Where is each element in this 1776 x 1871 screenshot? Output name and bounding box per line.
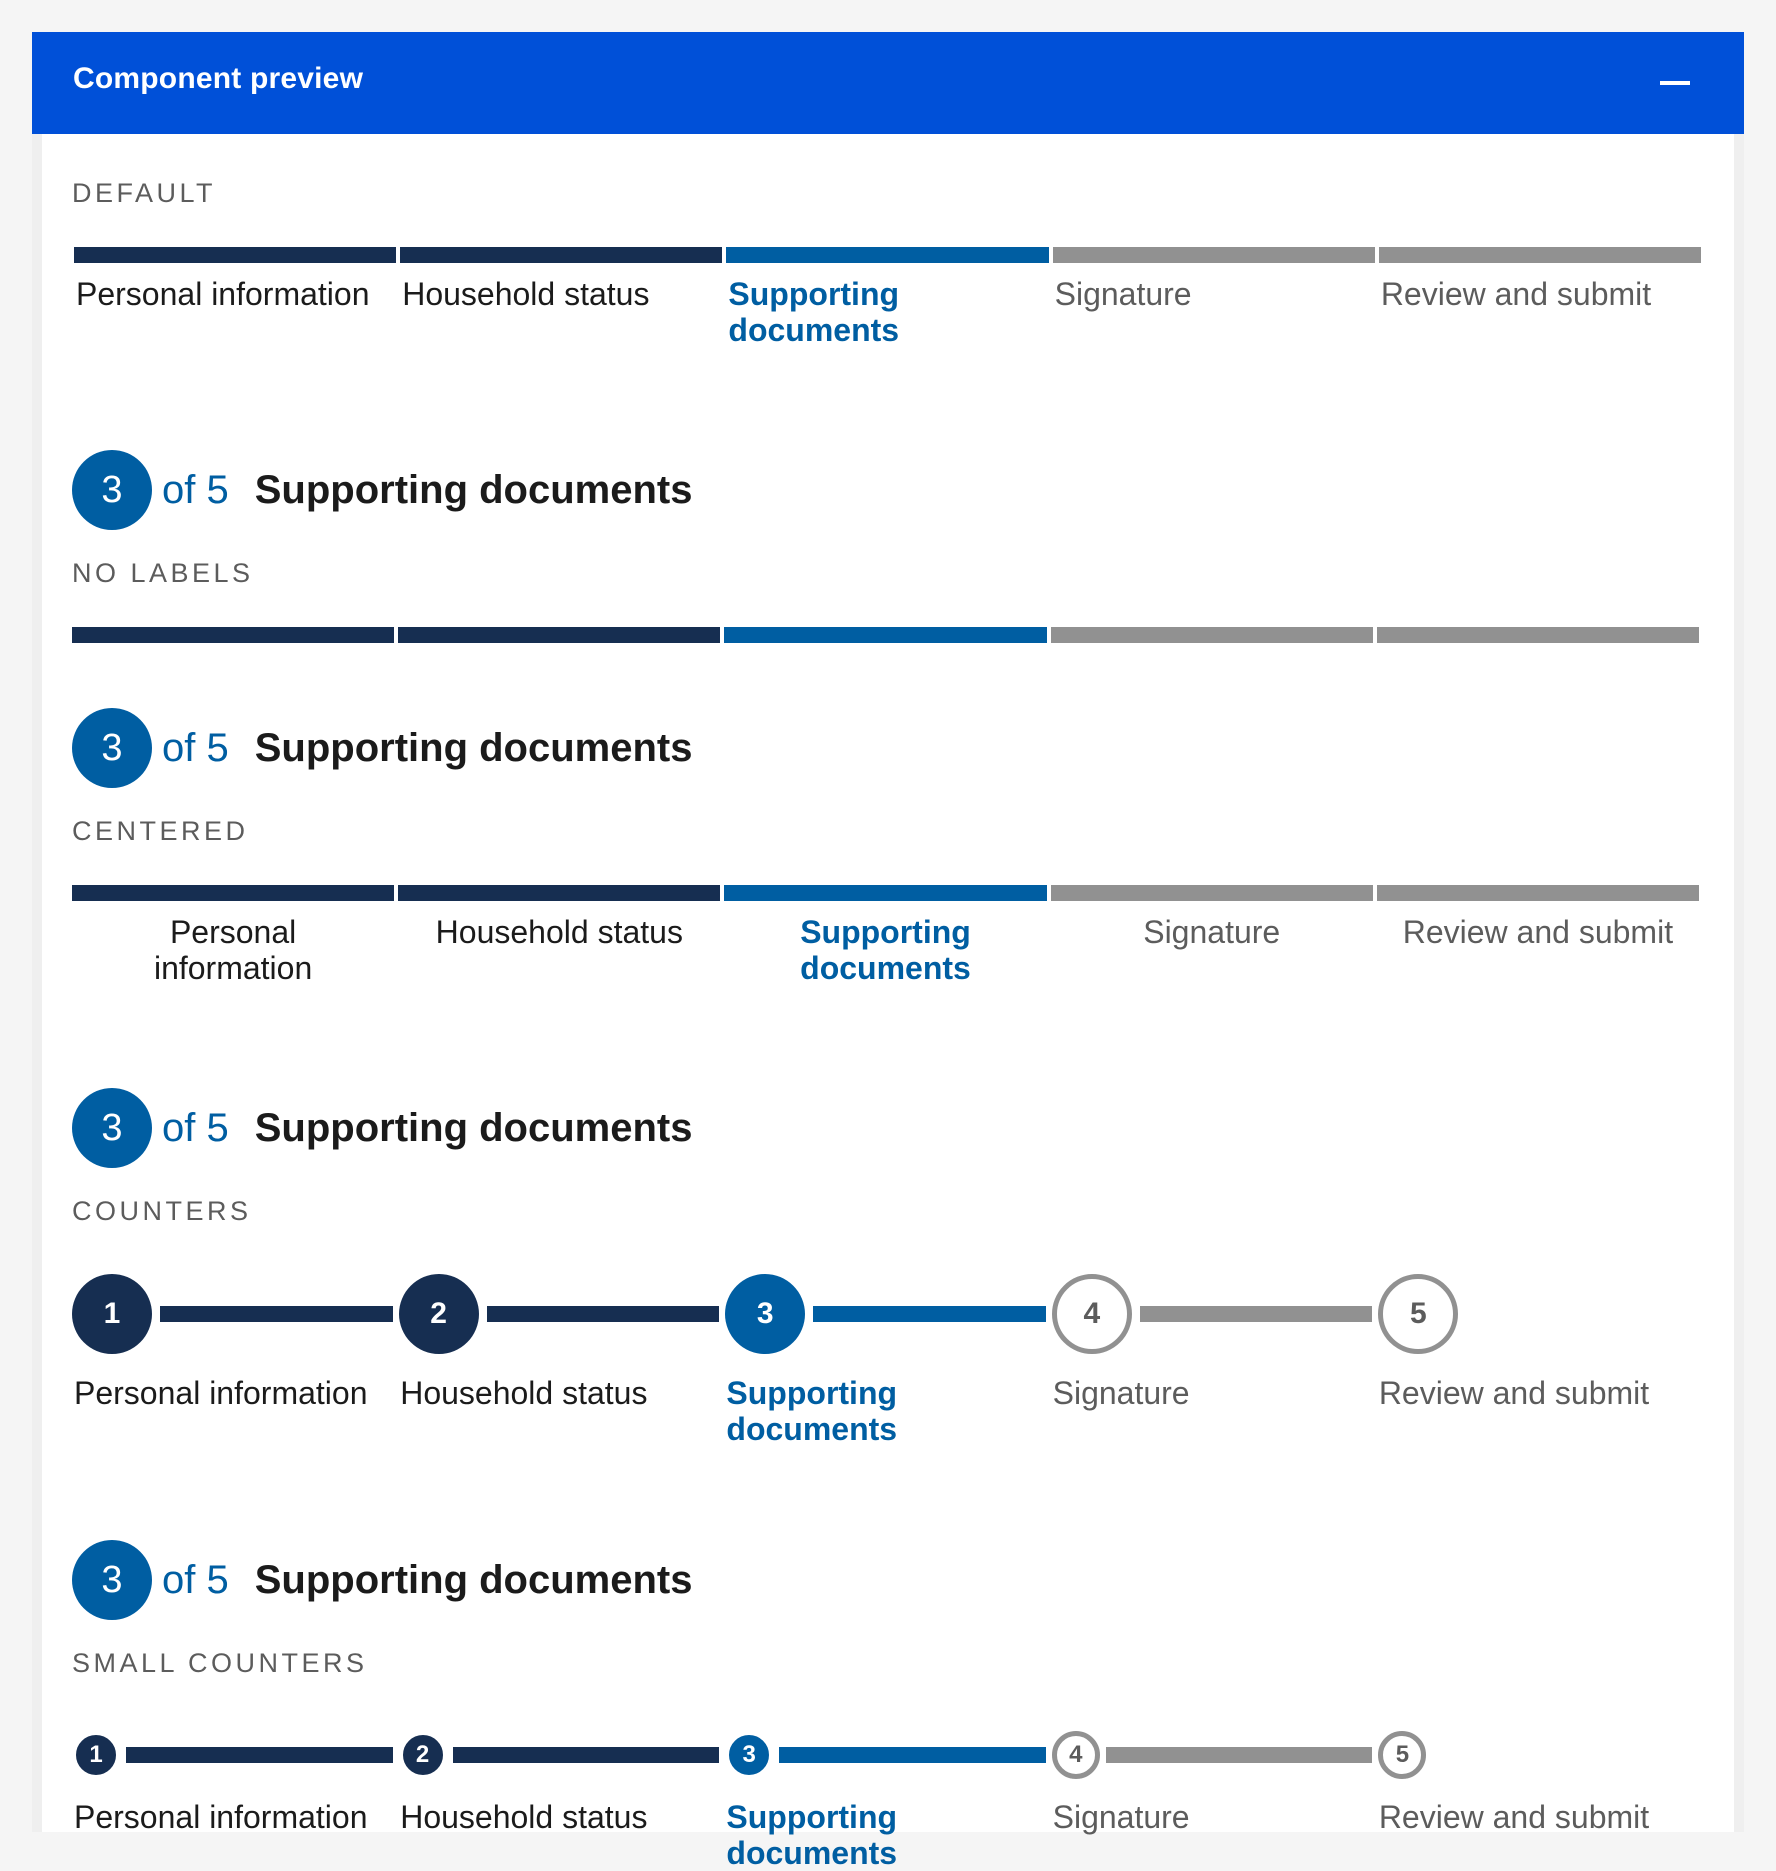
step-label: Personal information (153, 914, 313, 986)
step-label: Personal information (74, 1799, 368, 1835)
step-label: Household status (400, 1799, 648, 1835)
step-counter: 5 (1378, 1274, 1458, 1354)
counter-line (813, 1306, 1046, 1322)
step-label: Personal information (74, 1375, 368, 1411)
heading-total: of 5 (162, 467, 229, 512)
counter-line (779, 1747, 1046, 1763)
step-label-current: Supporting documents (726, 1375, 898, 1447)
step-label-current: Supporting documents (728, 276, 900, 348)
step-counter-current: 3 (725, 1274, 805, 1354)
segment-upcoming (1377, 885, 1699, 901)
heading-total: of 5 (162, 725, 229, 770)
counter-step (1378, 1274, 1699, 1354)
step-indicator-segments (72, 627, 1699, 643)
heading-title: Supporting documents (254, 467, 693, 512)
counter-line (1140, 1306, 1373, 1322)
segment-current (724, 885, 1046, 901)
step-label: Signature (1054, 276, 1192, 312)
heading-counter: 3 (72, 450, 152, 530)
heading-title: Supporting documents (254, 1105, 693, 1150)
heading-title: Supporting documents (254, 725, 693, 770)
segment-upcoming (1053, 247, 1375, 263)
segment-current (726, 247, 1048, 263)
step-counter: 4 (1052, 1731, 1100, 1779)
step-label: Review and submit (1378, 1375, 1650, 1411)
segment-complete (398, 885, 720, 901)
minus-icon[interactable] (1654, 62, 1696, 104)
section-label: COUNTERS (72, 1196, 252, 1226)
heading-total: of 5 (162, 1557, 229, 1602)
step-counter: 4 (1052, 1274, 1132, 1354)
section-label: NO LABELS (72, 558, 254, 588)
heading-total: of 5 (162, 1105, 229, 1150)
heading-counter: 3 (72, 1540, 152, 1620)
counter-step (1052, 1274, 1373, 1354)
step-counter-current: 3 (725, 1731, 773, 1779)
step-heading (72, 1088, 692, 1168)
counter-line (453, 1747, 720, 1763)
heading-counter: 3 (72, 708, 152, 788)
segment-upcoming (1051, 885, 1373, 901)
heading-counter: 3 (72, 1088, 152, 1168)
counter-step (72, 1731, 393, 1779)
segment-complete (74, 247, 396, 263)
step-heading (72, 450, 692, 530)
step-label-current: Supporting documents (726, 1799, 898, 1871)
step-label: Signature (1052, 1799, 1190, 1835)
segment-complete (72, 627, 394, 643)
step-heading (72, 708, 692, 788)
segment-complete (400, 247, 722, 263)
panel-header[interactable] (32, 32, 1744, 134)
step-label: Household status (435, 914, 683, 950)
segment-upcoming (1377, 627, 1699, 643)
step-label-current: Supporting documents (800, 914, 971, 986)
section-label: DEFAULT (72, 178, 217, 208)
segment-complete (72, 885, 394, 901)
step-counter: 2 (399, 1731, 447, 1779)
step-label: Household status (400, 1375, 648, 1411)
step-label: Signature (1052, 1375, 1190, 1411)
counter-step (399, 1731, 720, 1779)
segment-complete (398, 627, 720, 643)
counter-line (126, 1747, 393, 1763)
counter-line (1106, 1747, 1373, 1763)
step-counter: 2 (399, 1274, 479, 1354)
heading-title: Supporting documents (254, 1557, 693, 1602)
counter-step (1378, 1731, 1699, 1779)
step-heading (72, 1540, 692, 1620)
counter-step (725, 1274, 1046, 1354)
panel-title: Component preview (73, 62, 364, 95)
segment-current (724, 627, 1046, 643)
step-counter: 1 (72, 1731, 120, 1779)
section-label: SMALL COUNTERS (72, 1648, 368, 1678)
step-label: Review and submit (1378, 1799, 1650, 1835)
step-label: Signature (1143, 914, 1281, 950)
step-labels (72, 1375, 1699, 1447)
step-labels-centered (72, 914, 1699, 986)
step-labels (74, 276, 1701, 348)
step-label: Review and submit (1380, 276, 1652, 312)
counter-line (487, 1306, 720, 1322)
step-indicator-segments (74, 247, 1701, 263)
counter-step (725, 1731, 1046, 1779)
counter-line (160, 1306, 393, 1322)
step-label: Household status (402, 276, 650, 312)
counter-step (72, 1274, 393, 1354)
step-label: Personal information (76, 276, 370, 312)
counter-step (1052, 1731, 1373, 1779)
step-labels (72, 1799, 1699, 1871)
segment-upcoming (1051, 627, 1373, 643)
section-label: CENTERED (72, 816, 249, 846)
step-counter: 1 (72, 1274, 152, 1354)
step-indicator-segments (72, 885, 1699, 901)
segment-upcoming (1379, 247, 1701, 263)
component-preview-panel (32, 32, 1744, 1871)
step-label: Review and submit (1402, 914, 1674, 950)
counter-step (399, 1274, 720, 1354)
counter-row (72, 1274, 1699, 1354)
step-counter: 5 (1378, 1731, 1426, 1779)
counter-row-small (72, 1731, 1699, 1779)
